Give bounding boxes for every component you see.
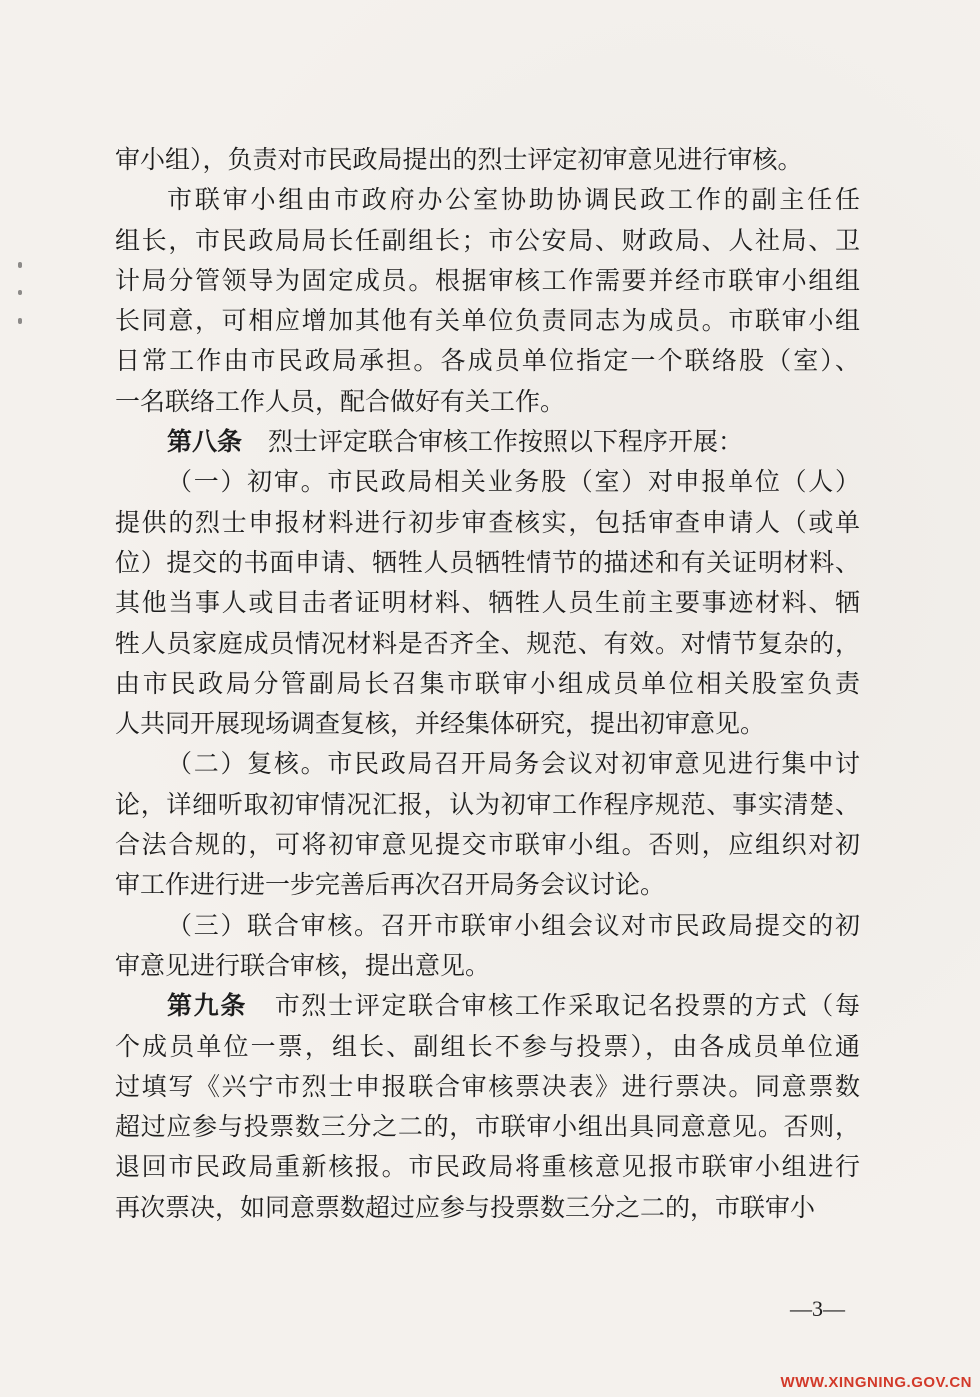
paragraph [115,462,860,744]
text-line [115,1107,860,1147]
binding-hole-mark [18,318,22,324]
line-text: 个成员单位一票，组长、副组长不参与投票），由各成员单位通 [115,1031,860,1061]
binding-hole-mark [18,262,22,268]
line-text: 提供的烈士申报材料进行初步审查核实，包括审查申请人（或单 [115,507,860,537]
line-text: （一）初审。市民政局相关业务股（室）对申报单位（人） [167,467,860,497]
text-line [115,1147,860,1187]
line-text: 日常工作由市民政局承担。各成员单位指定一个联络股（室）、 [115,346,860,376]
document-body [115,140,860,1228]
text-line [115,1188,860,1228]
paragraph [115,986,860,1228]
line-text: 审意见进行联合审核，提出意见。 [115,950,491,980]
article-heading: 第九条 [167,991,248,1021]
line-text: 市联审小组由市政府办公室协助协调民政工作的副主任任 [167,185,860,215]
article-heading: 第八条 [167,427,243,457]
text-line [115,825,860,865]
line-text: 再次票决，如同意票数超过应参与投票数三分之二的，市联审小 [115,1192,816,1222]
line-text: 论，详细听取初审情况汇报，认为初审工作程序规范、事实清楚、 [115,789,860,819]
line-text: 烈士评定联合审核工作按照以下程序开展： [268,427,744,457]
line-text: 由市民政局分管副局长召集市联审小组成员单位相关股室负责 [115,668,860,698]
website-watermark: WWW.XINGNING.GOV.CN [780,1374,972,1391]
text-line [115,865,860,905]
paragraph [115,906,860,987]
line-text: （三）联合审核。召开市联审小组会议对市民政局提交的初 [167,910,860,940]
page-number: —3— [790,1296,845,1321]
line-text: 其他当事人或目击者证明材料、牺牲人员生前主要事迹材料、牺 [115,588,860,618]
text-line [115,664,860,704]
text-line [115,543,860,583]
line-text: 超过应参与投票数三分之二的，市联审小组出具同意意见。否则， [115,1112,860,1142]
text-line [115,1067,860,1107]
paragraph [115,744,860,905]
line-text: 人共同开展现场调查复核，并经集体研究，提出初审意见。 [115,709,766,739]
text-line [115,341,860,381]
text-line [115,744,860,784]
text-line [115,986,860,1026]
text-line [115,301,860,341]
line-text: 审工作进行进一步完善后再次召开局务会议讨论。 [115,870,666,900]
paragraph [115,140,860,180]
paragraph [115,422,860,462]
line-text: 组长，市民政局局长任副组长；市公安局、财政局、人社局、卫 [115,225,860,255]
text-line [115,946,860,986]
text-line [115,140,860,180]
binding-hole-mark [18,290,22,295]
text-line [115,704,860,744]
text-line [115,180,860,220]
line-text: 一名联络工作人员，配合做好有关工作。 [115,386,566,416]
text-line [115,261,860,301]
text-line [115,462,860,502]
line-text: 过填写《兴宁市烈士申报联合审核票决表》进行票决。同意票数 [115,1071,860,1101]
line-text: 审小组），负责对市民政局提出的烈士评定初审意见进行审核。 [115,145,803,174]
text-line [115,503,860,543]
line-text: 长同意，可相应增加其他有关单位负责同志为成员。市联审小组 [115,306,860,336]
line-text: 位）提交的书面申请、牺牲人员牺牲情节的描述和有关证明材料、 [115,547,860,577]
line-text: 计局分管领导为固定成员。根据审核工作需要并经市联审小组组 [115,265,860,295]
line-text: 退回市民政局重新核报。市民政局将重核意见报市联审小组进行 [115,1152,860,1182]
line-text: 合法合规的，可将初审意见提交市联审小组。否则，应组织对初 [115,830,860,860]
text-line [115,906,860,946]
paragraph [115,180,860,422]
text-line [115,1027,860,1067]
line-text: 市烈士评定联合审核工作采取记名投票的方式（每 [273,991,860,1021]
text-line [115,583,860,623]
text-line [115,382,860,422]
text-line [115,785,860,825]
line-text: （二）复核。市民政局召开局务会议对初审意见进行集中讨 [167,749,860,779]
line-text: 牲人员家庭成员情况材料是否齐全、规范、有效。对情节复杂的， [115,628,860,658]
text-line [115,221,860,261]
text-line [115,422,860,462]
text-line [115,624,860,664]
